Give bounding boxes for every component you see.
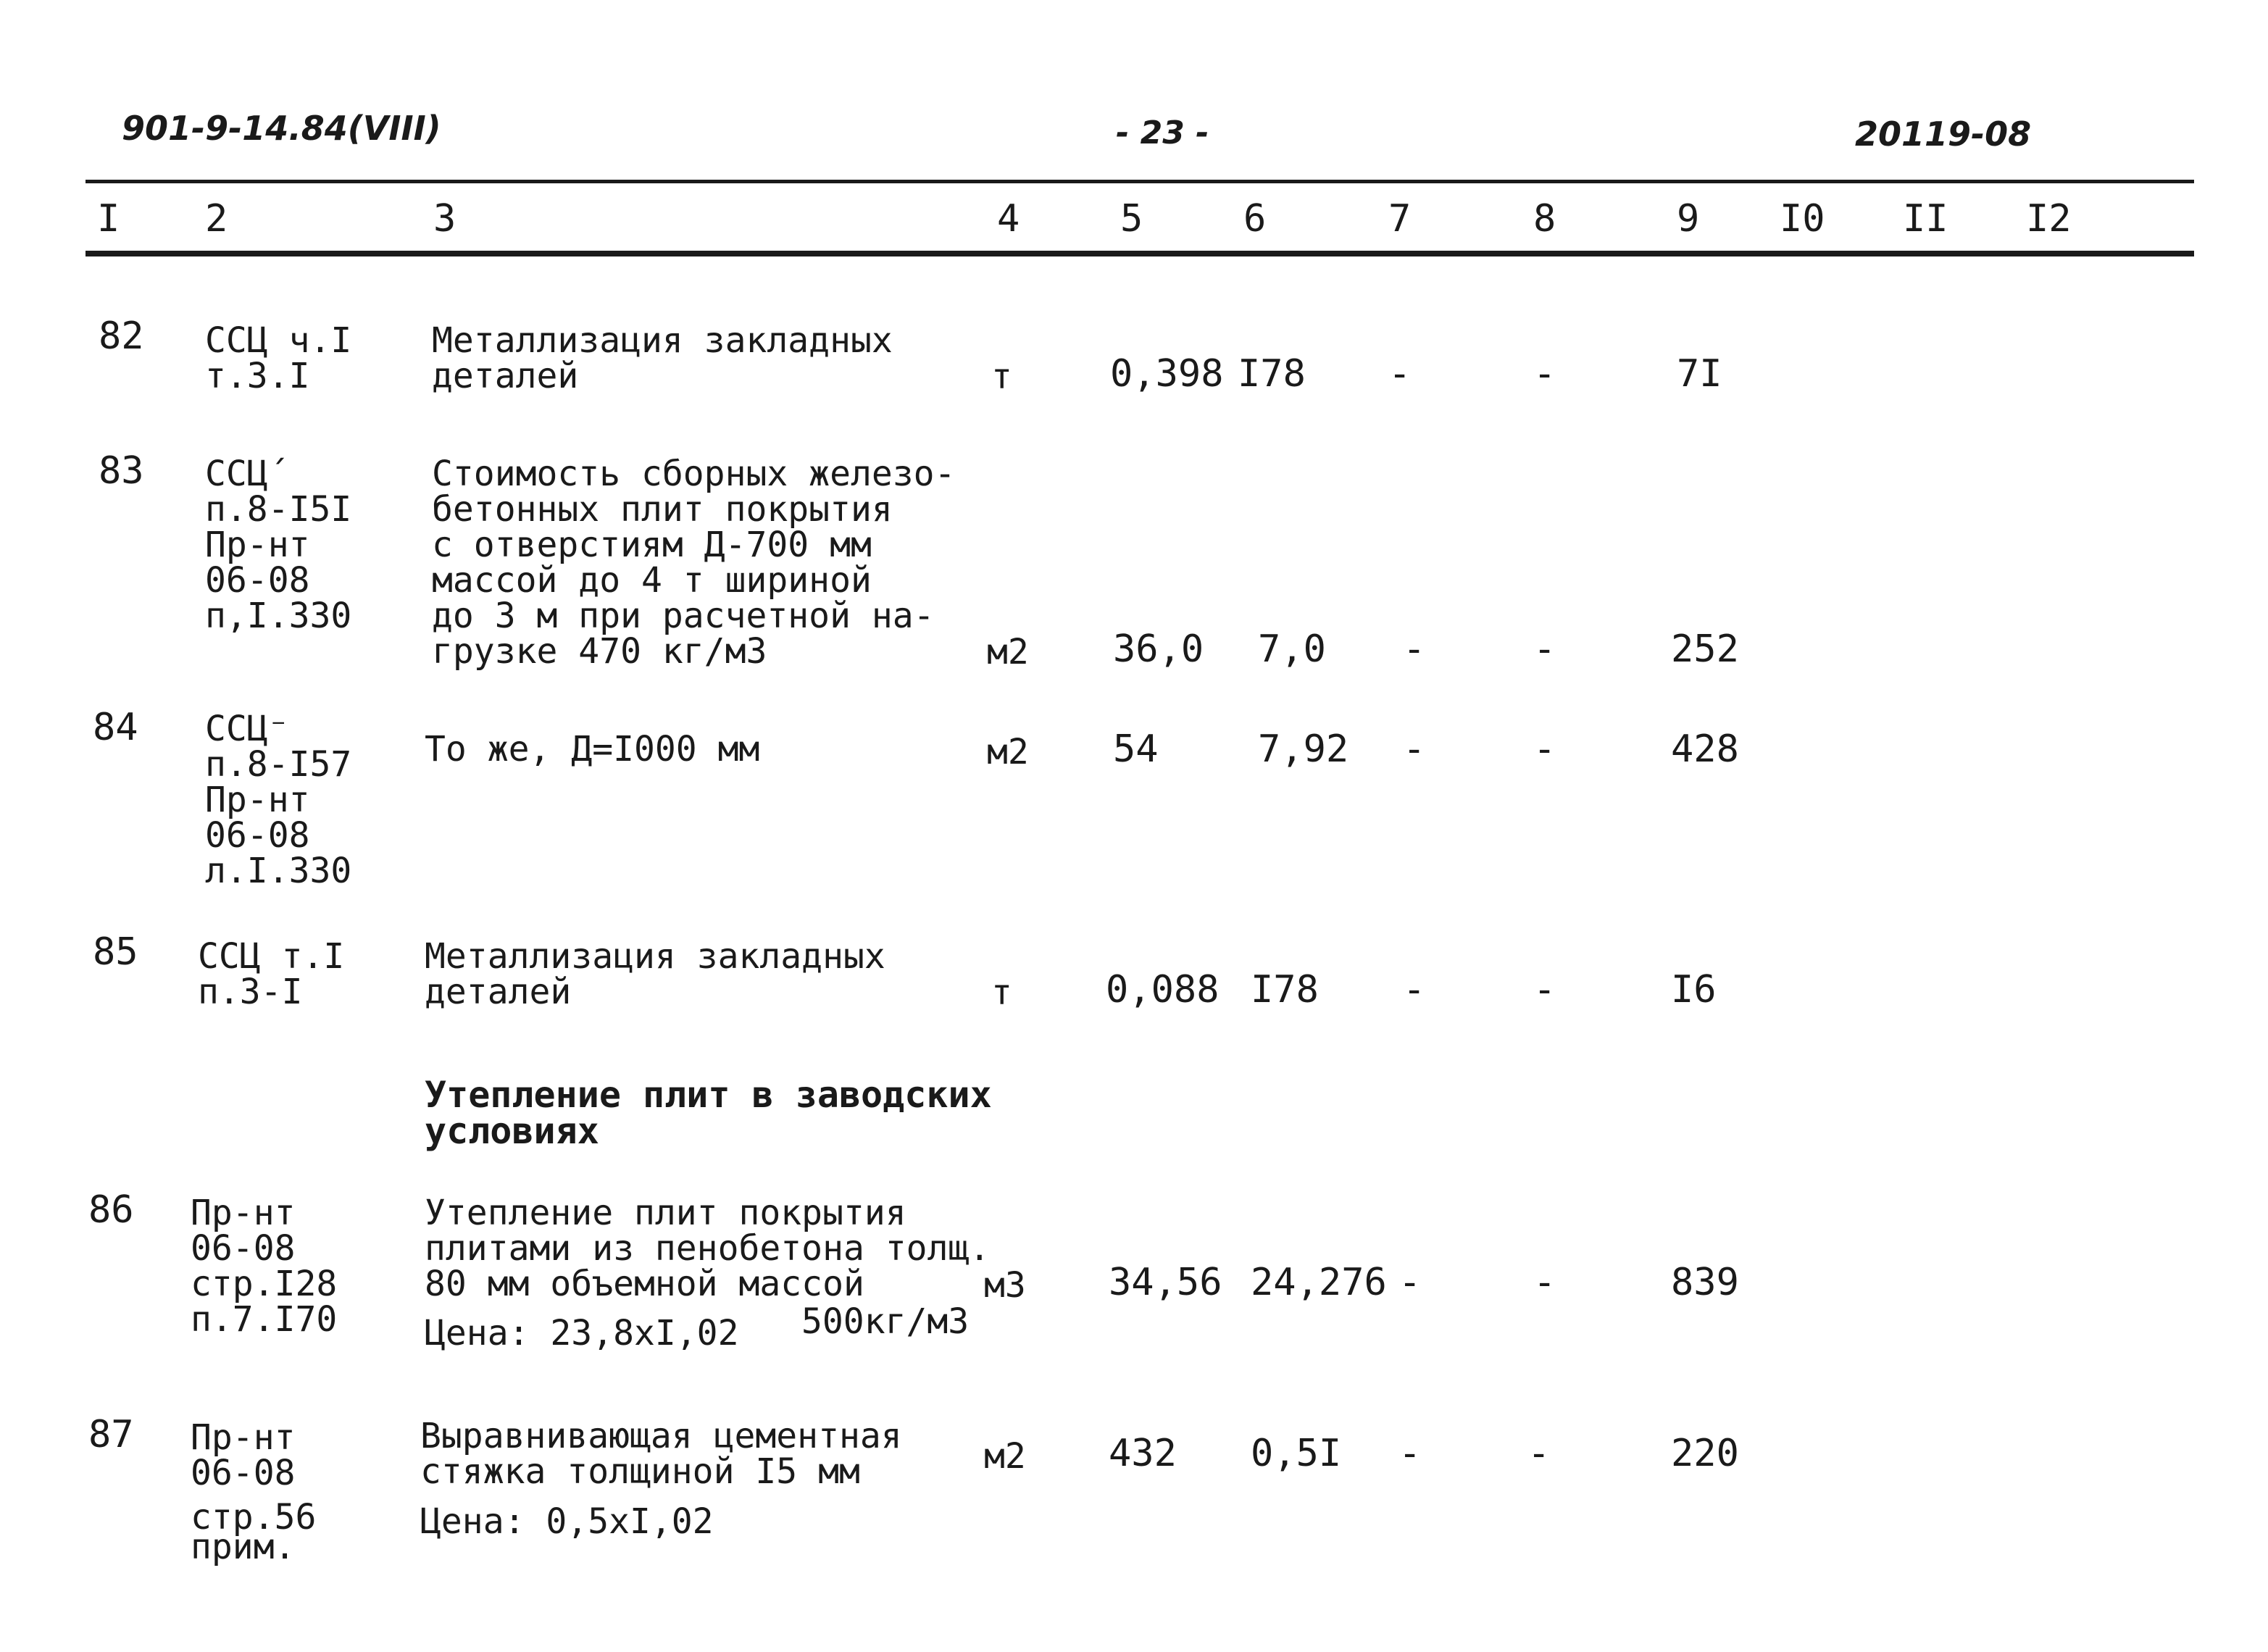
row-price: 0,5I (1251, 1432, 1342, 1475)
heading-line: Утепление плит в заводских (425, 1074, 992, 1116)
column-header-7: 7 (1388, 197, 1412, 241)
source-line: п.7.I70 (191, 1299, 338, 1340)
row-col7: - (1388, 352, 1412, 396)
description-line: стяжка толщиной I5 мм (420, 1451, 860, 1492)
row-source (191, 1193, 338, 1340)
source-line: 06-08 (205, 815, 310, 856)
row-col8: - (1533, 627, 1556, 671)
row-total: 839 (1671, 1261, 1739, 1304)
row-source (205, 320, 352, 396)
source-line: 06-08 (191, 1228, 296, 1269)
row-unit: м2 (987, 732, 1029, 772)
source-line: п.8-I5I (205, 489, 352, 530)
source-line: Пр-нт (205, 780, 310, 820)
page-number: - 23 - (1116, 114, 1209, 151)
column-header-3: 3 (433, 197, 456, 241)
description-line: 80 мм объемной массой (425, 1264, 864, 1304)
row-unit: т (991, 972, 1012, 1013)
row-unit: м3 (984, 1265, 1026, 1306)
row-price-note: Цена: 0,5хI,02 (420, 1501, 714, 1542)
column-header-6: 6 (1243, 197, 1267, 241)
column-header-11: II (1903, 197, 1948, 241)
row-total: 7I (1677, 352, 1722, 396)
row-price: 7,92 (1258, 727, 1349, 771)
header-top-rule (86, 180, 2194, 183)
row-unit: м2 (984, 1436, 1026, 1477)
row-unit: м2 (987, 632, 1029, 672)
source-line: прим. (191, 1527, 296, 1567)
description-line: бетонных плит покрытия (432, 489, 893, 530)
row-col8: - (1527, 1432, 1551, 1475)
row-price: 7,0 (1258, 627, 1326, 671)
row-source (198, 936, 345, 1012)
row-price: I78 (1251, 968, 1319, 1011)
row-col7: - (1403, 968, 1426, 1011)
row-col7: - (1398, 1432, 1422, 1475)
column-header-1: I (97, 197, 120, 241)
source-line: ССЦ ч.I (205, 320, 352, 361)
description-line: То же, Д=I000 мм (425, 729, 760, 769)
description-line: Выравнивающая цементная (420, 1416, 902, 1456)
description-line: деталей (432, 356, 579, 396)
row-description (432, 454, 956, 672)
column-header-10: I0 (1780, 197, 1825, 241)
row-source (205, 456, 351, 634)
row-description (420, 1416, 902, 1492)
row-col8: - (1533, 352, 1556, 396)
description-line: массой до 4 т шириной (432, 560, 872, 601)
source-line: л.I.330 (205, 851, 352, 891)
row-source (205, 709, 352, 891)
row-unit: т (991, 356, 1012, 397)
heading-line: условиях (425, 1110, 599, 1152)
row-description (425, 729, 760, 769)
source-line: п,I.330 (205, 596, 352, 636)
header-bottom-rule (86, 251, 2194, 256)
source-line: стр.I28 (191, 1264, 338, 1304)
column-header-2: 2 (205, 197, 228, 241)
row-quantity: 34,56 (1109, 1261, 1222, 1304)
row-quantity: 0,398 (1110, 352, 1224, 396)
row-description-unit-note: 500кг/м3 (801, 1301, 970, 1342)
row-description (425, 936, 885, 1012)
source-line: 06-08 (191, 1453, 296, 1493)
section-heading (425, 1074, 992, 1152)
row-total: 220 (1671, 1432, 1739, 1475)
row-col7: - (1403, 627, 1426, 671)
row-number: 84 (93, 706, 138, 749)
description-line: до 3 м при расчетной на- (432, 596, 935, 636)
column-header-4: 4 (997, 197, 1020, 241)
row-price: I78 (1238, 352, 1306, 396)
row-quantity: 54 (1113, 727, 1159, 771)
source-line: Пр-нт (191, 1417, 296, 1458)
row-col8: - (1533, 727, 1556, 771)
row-total: 252 (1671, 627, 1739, 671)
description-line: грузке 470 кг/м3 (432, 631, 767, 672)
description-line: плитами из пенобетона толщ. (425, 1228, 991, 1269)
row-col8: - (1533, 968, 1556, 1011)
row-description (425, 1193, 991, 1304)
row-source (191, 1417, 317, 1567)
column-header-8: 8 (1533, 197, 1556, 241)
source-line: ССЦ⁻ (205, 709, 289, 749)
column-header-12: I2 (2026, 197, 2072, 241)
row-col8: - (1533, 1261, 1556, 1304)
column-header-5: 5 (1120, 197, 1143, 241)
source-line: ССЦ´ (205, 454, 289, 494)
source-line: 06-08 (205, 560, 310, 601)
description-line: Металлизация закладных (425, 936, 885, 977)
row-description (432, 320, 893, 396)
source-line: стр.56 (191, 1497, 317, 1538)
description-line: с отверстиям Д-700 мм (432, 525, 872, 565)
row-col7: - (1398, 1261, 1422, 1304)
source-line: п.8-I57 (205, 744, 352, 785)
row-number: 83 (99, 449, 144, 493)
row-total: I6 (1671, 968, 1717, 1011)
row-number: 86 (88, 1188, 134, 1232)
archive-number: 20119-08 (1855, 114, 2032, 154)
description-line: Металлизация закладных (432, 320, 893, 361)
row-number: 87 (88, 1413, 134, 1456)
row-number: 82 (99, 314, 144, 358)
source-line: Пр-нт (205, 525, 310, 565)
description-line: Стоимость сборных железо- (432, 454, 956, 494)
row-quantity: 0,088 (1106, 968, 1220, 1011)
source-line: т.3.I (205, 356, 310, 396)
row-quantity: 36,0 (1113, 627, 1204, 671)
description-line: Утепление плит покрытия (425, 1193, 906, 1233)
row-quantity: 432 (1109, 1432, 1177, 1475)
row-col7: - (1403, 727, 1426, 771)
description-line: деталей (425, 972, 572, 1012)
row-price: 24,276 (1251, 1261, 1387, 1304)
source-line: Пр-нт (191, 1193, 296, 1233)
source-line: п.3-I (198, 972, 303, 1012)
row-price-note: Цена: 23,8хI,02 (425, 1313, 739, 1353)
row-total: 428 (1671, 727, 1739, 771)
document-code: 901-9-14.84(VIII) (122, 109, 441, 148)
column-header-9: 9 (1677, 197, 1700, 241)
source-line: ССЦ т.I (198, 936, 345, 977)
row-number: 85 (93, 930, 138, 974)
